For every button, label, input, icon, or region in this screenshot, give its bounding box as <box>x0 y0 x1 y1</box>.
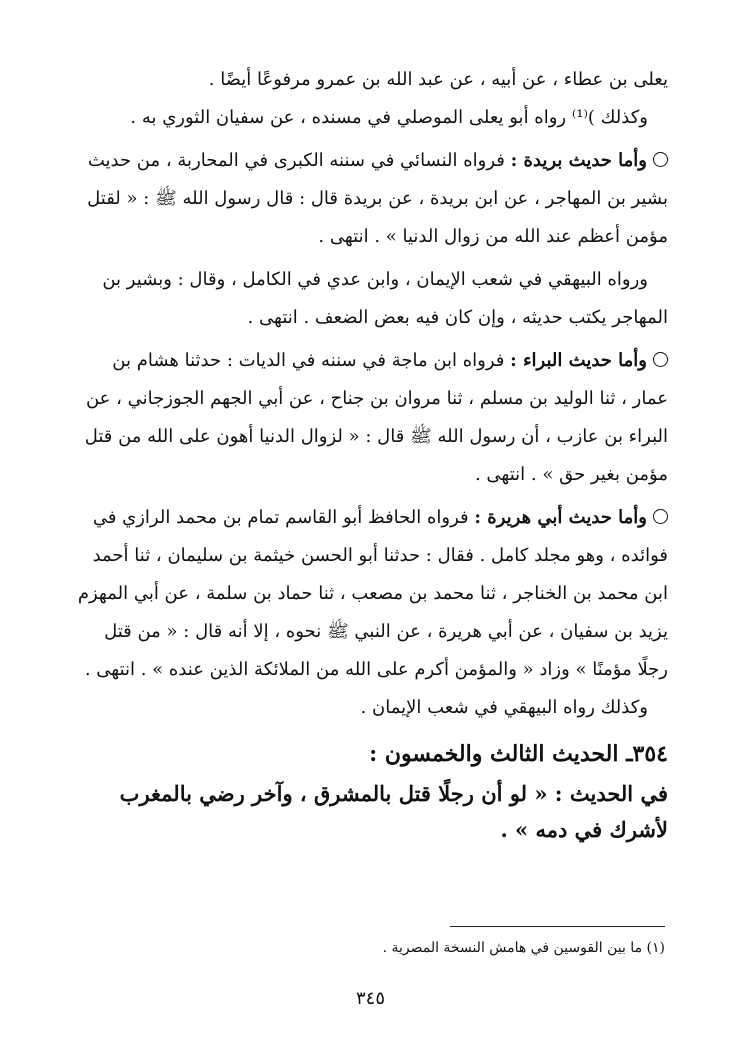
text-line: وكذلك رواه البيهقي في شعب الإيمان . <box>360 697 648 718</box>
text-line: مؤمن أعظم عند الله من زوال الدنيا » . انتهى . <box>318 226 668 247</box>
footnote: (١) ما بين القوسين في هامش النسخة المصرية . <box>382 940 665 956</box>
section-lead: وأما حديث البراء : <box>510 350 647 371</box>
text-span: فرواه النسائي في سننه الكبرى في المحاربة ، من حديث <box>87 150 505 171</box>
text-line: ورواه البيهقي في شعب الإيمان ، وابن عدي في الكامل ، وقال : وبشير بن <box>102 269 648 290</box>
section-lead: وأما حديث أبي هريرة : <box>474 507 647 528</box>
hadith-heading: ٣٥٤ـ الحديث الثالث والخمسون : <box>369 741 668 767</box>
text-line: عمار ، ثنا الوليد بن مسلم ، ثنا مروان بن جناح ، عن أبي الجهم الجوزجاني ، عن <box>85 388 668 409</box>
page-number: ٣٤٥ <box>355 988 385 1009</box>
circle-bullet-icon <box>653 509 668 524</box>
text-line: مؤمن بغير حق » . انتهى . <box>474 464 668 485</box>
hadith-text-line: لأشرك في دمه » . <box>500 817 668 842</box>
section-lead: وأما حديث بريدة : <box>510 150 647 171</box>
text-line: المهاجر يكتب حديثه ، وإن كان فيه بعض الضعف . انتهى . <box>247 307 668 328</box>
section-line-buraydah <box>78 151 668 171</box>
text-line: يزيد بن سفيان ، عن أبي هريرة ، عن النبي ﷺ نحوه ، إلا أنه قال : « من قتل <box>104 621 668 642</box>
text-line: يعلى بن عطاء ، عن أبيه ، عن عبد الله بن عمرو مرفوعًا أيضًا . <box>208 69 668 90</box>
text-line: ابن محمد بن الخناجر ، ثنا محمد بن مصعب ، ثنا حماد بن سلمة ، عن أبي المهزم <box>77 583 668 604</box>
text-line: فوائده ، وهو مجلد كامل . فقال : حدثنا أبو الحسن خيثمة بن سليمان ، ثنا أحمد <box>92 545 668 566</box>
main-text <box>78 70 668 848</box>
text-line: رجلًا مؤمنًا » وزاد « والمؤمن أكرم على الله من الملائكة الذين عنده » . انتهى . <box>84 659 668 680</box>
text-span: فرواه الحافظ أبو القاسم تمام بن محمد الرازي في <box>92 507 469 528</box>
text-line: البراء بن عازب ، أن رسول الله ﷺ قال : « لزوال الدنيا أهون على الله من قتل <box>84 426 668 447</box>
circle-bullet-icon <box>653 352 668 367</box>
text-line: بشير بن المهاجر ، عن ابن بريدة ، عن بريدة قال : قال رسول الله ﷺ : « لقتل <box>87 188 668 209</box>
text-line: وكذلك )⁽¹⁾ رواه أبو يعلى الموصلي في مسنده ، عن سفيان الثوري به . <box>130 107 648 128</box>
footnote-divider <box>450 926 665 927</box>
text-span: فرواه ابن ماجة في سننه في الديات : حدثنا هشام بن <box>112 350 505 371</box>
hadith-text-line: في الحديث : « لو أن رجلًا قتل بالمشرق ، وآخر رضي بالمغرب <box>119 781 668 806</box>
section-line-bara <box>78 351 668 371</box>
section-line-abu-hurayrah <box>78 508 668 528</box>
circle-bullet-icon <box>653 152 668 167</box>
